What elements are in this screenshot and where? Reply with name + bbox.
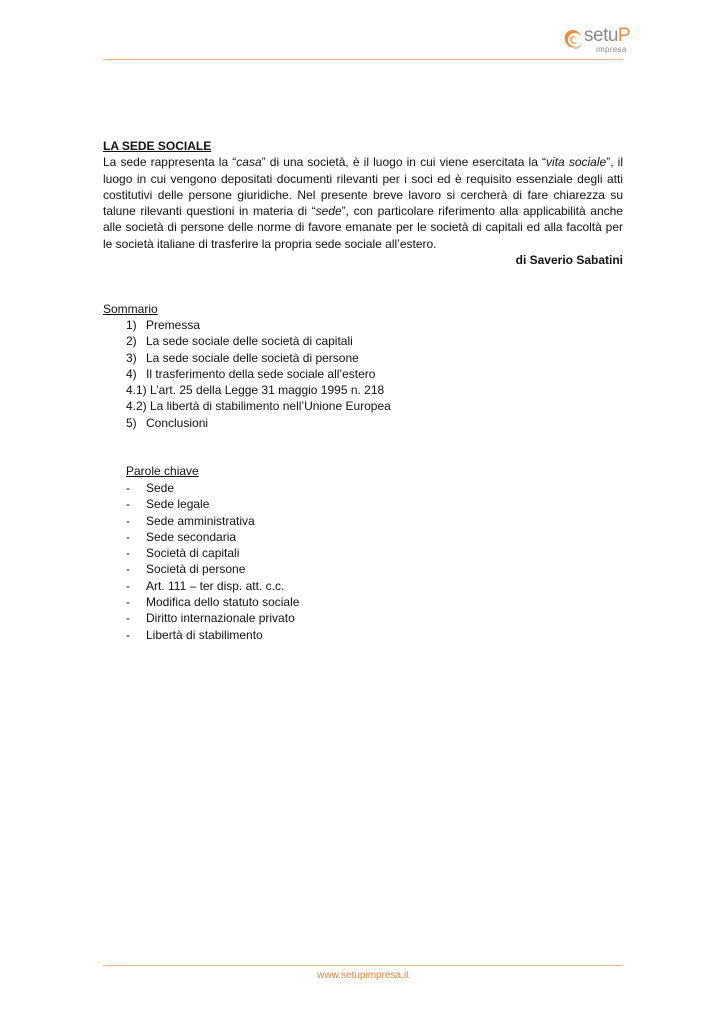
abstract-text: ”, il luogo in cui vengono depositati documenti rilevanti per i soci ed è requisito essenziale degli atti costitutivi delle persone giuridiche. Nel presente breve lavoro si cercherà di fare chiarezza su talune rilevanti questioni in materia di “ [103, 155, 623, 219]
keyword-bullet: - [126, 595, 130, 610]
sommario-item [103, 382, 623, 398]
article-intro [103, 138, 623, 268]
header-divider [103, 59, 623, 60]
sommario-item-number: 5) [126, 415, 137, 430]
keyword-label: Sede legale [146, 497, 210, 512]
keyword-label: Art. 111 – ter disp. att. c.c. [146, 578, 285, 593]
sommario-item-label: Premessa [146, 318, 201, 332]
sommario-item-label: Conclusioni [146, 415, 209, 430]
keyword-label: Società di persone [146, 562, 246, 577]
footer-divider [103, 965, 623, 966]
keyword-bullet: - [126, 497, 130, 512]
logo-wordmark: setuP [584, 25, 631, 46]
keyword-item [103, 610, 623, 626]
footer-website-link[interactable]: www.setupimpresa.it [317, 970, 409, 981]
sommario-list [103, 317, 623, 431]
abstract-emphasis: vita sociale [546, 155, 607, 170]
keyword-item [103, 529, 623, 545]
sommario-item-number: 4.1) [126, 383, 147, 398]
keyword-label: Sede secondaria [146, 529, 237, 544]
article-title: LA SEDE SOCIALE [103, 139, 212, 153]
swirl-icon [562, 28, 584, 52]
article-abstract [103, 154, 623, 252]
keyword-label: Società di capitali [146, 546, 240, 561]
sommario-item [103, 415, 623, 431]
abstract-emphasis: casa [236, 155, 262, 170]
sommario-item-label: L’art. 25 della Legge 31 maggio 1995 n. 218 [150, 383, 385, 398]
sommario-item-label: Il trasferimento della sede sociale all’estero [146, 366, 376, 381]
abstract-text: ”, con particolare riferimento alla applicabilità anche alle società di persone delle norme di favore emanate per le società di capitali ed alla facoltà per le società italiane di trasferire la propria sede sociale all’estero. [103, 204, 623, 251]
keyword-label: Diritto internazionale privato [146, 611, 295, 626]
sommario-item [103, 366, 623, 382]
abstract-emphasis: sede [315, 204, 342, 219]
keyword-bullet: - [126, 513, 130, 528]
keyword-label: Sede [146, 481, 175, 495]
keyword-bullet: - [126, 627, 130, 642]
keyword-item [103, 627, 623, 643]
setup-impresa-logo [562, 26, 634, 58]
sommario-item [103, 398, 623, 414]
keyword-item [103, 513, 623, 529]
article-author: di Saverio Sabatini [515, 253, 623, 268]
sommario-item-number: 1) [126, 318, 137, 332]
keyword-item [103, 496, 623, 512]
logo-subtitle: impresa [596, 45, 627, 54]
keyword-label: Modifica dello statuto sociale [146, 595, 300, 610]
sommario-item-number: 2) [126, 334, 137, 349]
keyword-item [103, 545, 623, 561]
keywords-heading: Parole chiave [126, 464, 199, 478]
sommario-item [103, 333, 623, 349]
sommario-item-label: La sede sociale delle società di persone [146, 350, 359, 365]
sommario-item-label: La sede sociale delle società di capitali [146, 334, 353, 349]
keyword-bullet: - [126, 562, 130, 577]
keyword-bullet: - [126, 611, 130, 626]
sommario-item-label: La libertà di stabilimento nell’Unione Europea [150, 399, 391, 414]
keyword-label: Sede amministrativa [146, 513, 255, 528]
sommario-item [103, 317, 623, 333]
keyword-item [103, 578, 623, 594]
sommario-item-number: 3) [126, 350, 137, 365]
sommario-item-number: 4) [126, 366, 137, 381]
keyword-bullet: - [126, 578, 130, 593]
keyword-label: Libertà di stabilimento [146, 627, 263, 642]
keyword-item [103, 594, 623, 610]
abstract-text: ” di una società, è il luogo in cui viene esercitata la “ [261, 155, 547, 170]
keyword-item [103, 561, 623, 577]
abstract-text: La sede rappresenta la “ [103, 155, 237, 170]
keyword-bullet: - [126, 546, 130, 561]
keyword-item [103, 480, 623, 496]
keyword-bullet: - [126, 481, 130, 495]
sommario-item-number: 4.2) [126, 399, 147, 414]
keyword-bullet: - [126, 529, 130, 544]
keywords-list [103, 480, 623, 643]
sommario-heading: Sommario [103, 302, 158, 316]
sommario-item [103, 350, 623, 366]
